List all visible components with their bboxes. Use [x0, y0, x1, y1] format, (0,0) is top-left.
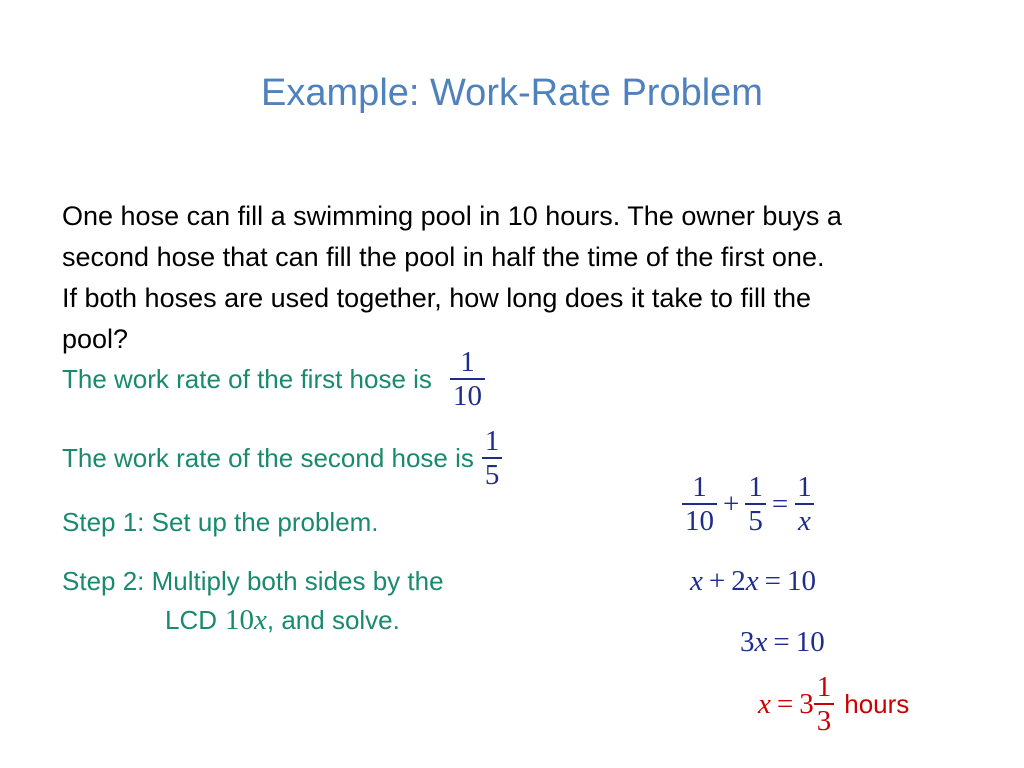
answer-row [758, 672, 909, 737]
problem-line: If both hoses are used together, how long does it take to fill the [62, 283, 811, 313]
first-rate-label: The work rate of the first hose is [62, 363, 432, 394]
second-rate-label: The work rate of the second hose is [62, 442, 474, 473]
fraction-numerator: 1 [692, 471, 707, 503]
equation-multiplied [690, 565, 816, 598]
fraction-denominator: 10 [450, 378, 485, 411]
answer-fraction [814, 672, 835, 737]
lcd-expression [225, 604, 267, 637]
eq3-rhs: 10 [795, 626, 825, 658]
answer-x: x [758, 687, 771, 720]
eq2-x2: x [745, 565, 759, 597]
problem-line: One hose can fill a swimming pool in 10 hours. The owner buys a [62, 201, 842, 231]
eq2-rhs: 10 [786, 565, 816, 597]
eq1-fraction-3 [794, 472, 815, 537]
eq2-coef: 2 [731, 565, 746, 597]
fraction-numerator: 1 [816, 671, 832, 703]
eq3-x: x [754, 626, 768, 658]
slide-title: Example: Work-Rate Problem [261, 72, 763, 114]
fraction-numerator: 1 [797, 471, 812, 503]
problem-line: second hose that can fill the pool in half the time of the first one. [62, 242, 825, 272]
fraction-numerator: 1 [748, 471, 763, 503]
eq3-coef: 3 [740, 626, 755, 658]
fraction-denominator: 5 [745, 503, 766, 536]
eq1-fraction-1 [682, 472, 717, 537]
fraction-numerator: 1 [484, 425, 500, 457]
plus-sign: + [723, 487, 740, 520]
eq1-fraction-2 [745, 472, 766, 537]
equation-combined [740, 626, 825, 659]
step2-line2 [165, 604, 400, 637]
step2-suffix: , and solve. [266, 605, 400, 635]
lcd-number: 10 [225, 604, 255, 636]
problem-line: pool? [62, 324, 129, 354]
problem-statement [62, 196, 982, 360]
eq2-x: x [690, 565, 703, 597]
fraction-denominator: 3 [814, 703, 835, 736]
step2-line1: Step 2: Multiply both sides by the [62, 566, 444, 596]
plus-sign: + [708, 565, 726, 597]
answer-unit: hours [844, 688, 910, 719]
first-rate-fraction [450, 347, 485, 412]
fraction-numerator: 1 [460, 346, 475, 378]
fraction-denominator: x [795, 503, 814, 536]
answer-whole: 3 [799, 687, 814, 720]
second-rate-fraction [482, 426, 503, 491]
lcd-label: LCD [165, 605, 218, 635]
equals-sign: = [771, 487, 789, 520]
first-rate-row [62, 347, 485, 412]
equals-sign: = [776, 687, 794, 720]
lcd-variable: x [254, 604, 267, 636]
step1-text: Step 1: Set up the problem. [62, 507, 379, 537]
equals-sign: = [773, 626, 790, 658]
equals-sign: = [764, 565, 781, 597]
second-rate-row [62, 426, 502, 491]
fraction-denominator: 5 [482, 457, 503, 490]
fraction-denominator: 10 [682, 503, 717, 536]
equation-setup [682, 472, 815, 537]
